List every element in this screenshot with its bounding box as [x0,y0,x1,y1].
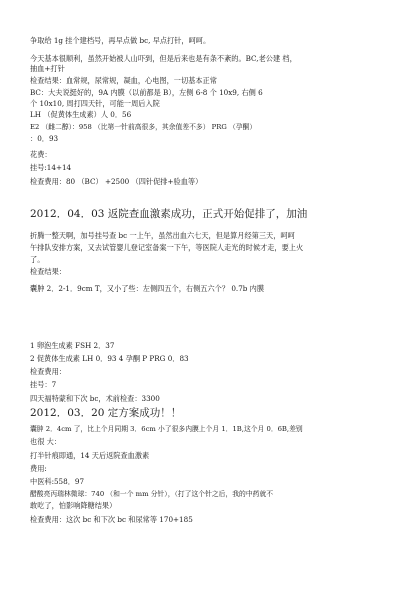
text-line: 也很 大： [30,437,62,446]
text-line: E2 （雌二醇）：958 （比第一针前高很多，其余值差不多） PRG （孕酮） [30,123,257,131]
text-line: ：0．93 [30,134,59,143]
text-line: 费用: [30,464,47,473]
text-line: 挂号：7 [30,380,57,389]
text-line: 检查结果： [30,267,66,276]
text-line: 午排队安排方案，又去试管婴儿登记室备案一下午，等医院人走光的时候才走，要上火 [30,243,304,252]
section-heading: 2012．03．20 定方案成功！！ [30,407,182,419]
text-line: 抽血+打针 [30,64,65,73]
text-line: 折腾一整天啊，加号挂号查 bc 一上午，虽然出血六七天，但是算月经第三天，呵呵 [30,231,295,240]
text-line: 争取给 1g 挂个建档号，再早点做 bc, 早点打针，呵呵。 [30,36,211,45]
text-line: 今天基本很顺利，虽然开始被人山吓到，但是后来也是有条不紊的。BC,老公建 档， [30,54,297,63]
section-heading: 2012．04．03 返院查血激素成功，正式开始促排了，加油 [30,208,308,220]
text-line: 打半针痕即通，14 天后返院查血激素 [30,451,150,460]
text-line: 2 促黄体生成素 LH 0．93 4 孕酮 P PRG 0．83 [30,354,189,363]
text-line: 个 10x10, 周打四天针，可能一周后入院 [30,99,160,108]
text-line: 检查费用： [30,367,66,376]
text-line: 检查费用：这次 bc 和下次 bc 和尿常等 170+185 [30,515,193,524]
text-line: 1 卵泡生成素 FSH 2．37 [30,341,115,350]
text-line: 检查费用：80 （BC） +2500 （四针促排+验血等） [30,177,203,186]
text-line: 囊肿 2．2-1．9cm T，又小了些：左侧四五个，右侧五六个？ 0.7b 内膜 [30,284,265,293]
text-line: 囊肿 2．4cm 了，比上个月同期 3．6cm 小了很多内膜上个月 1．1B,这个月 0．6B,差别 [30,425,303,433]
text-line: 醋酸亮丙瑞林微球：740 （和一个 mm 分针），（打了这个针之后，我的中药就不 [30,490,274,498]
text-line: 挂号:14+14 [30,163,72,172]
text-line: 检查结果：血常规，尿常规，凝血，心电图，一切基本正常 [30,76,217,85]
text-line: 敢吃了，怕影响降糖结果） [30,501,117,510]
text-line: 四天福特蒙和下次 bc，术前检查：3300 [30,394,160,403]
text-line: LH （促黄体生成素）人 0．56 [30,110,132,119]
text-line: 中医科:558．97 [30,477,85,486]
text-line: 了。 [30,255,45,264]
text-line: BC：大夫说挺好的，9A 内膜（以前都是 B），左侧 6-8 个 10x9, 右侧 6 [30,88,263,97]
text-line: 花费： [30,150,52,159]
